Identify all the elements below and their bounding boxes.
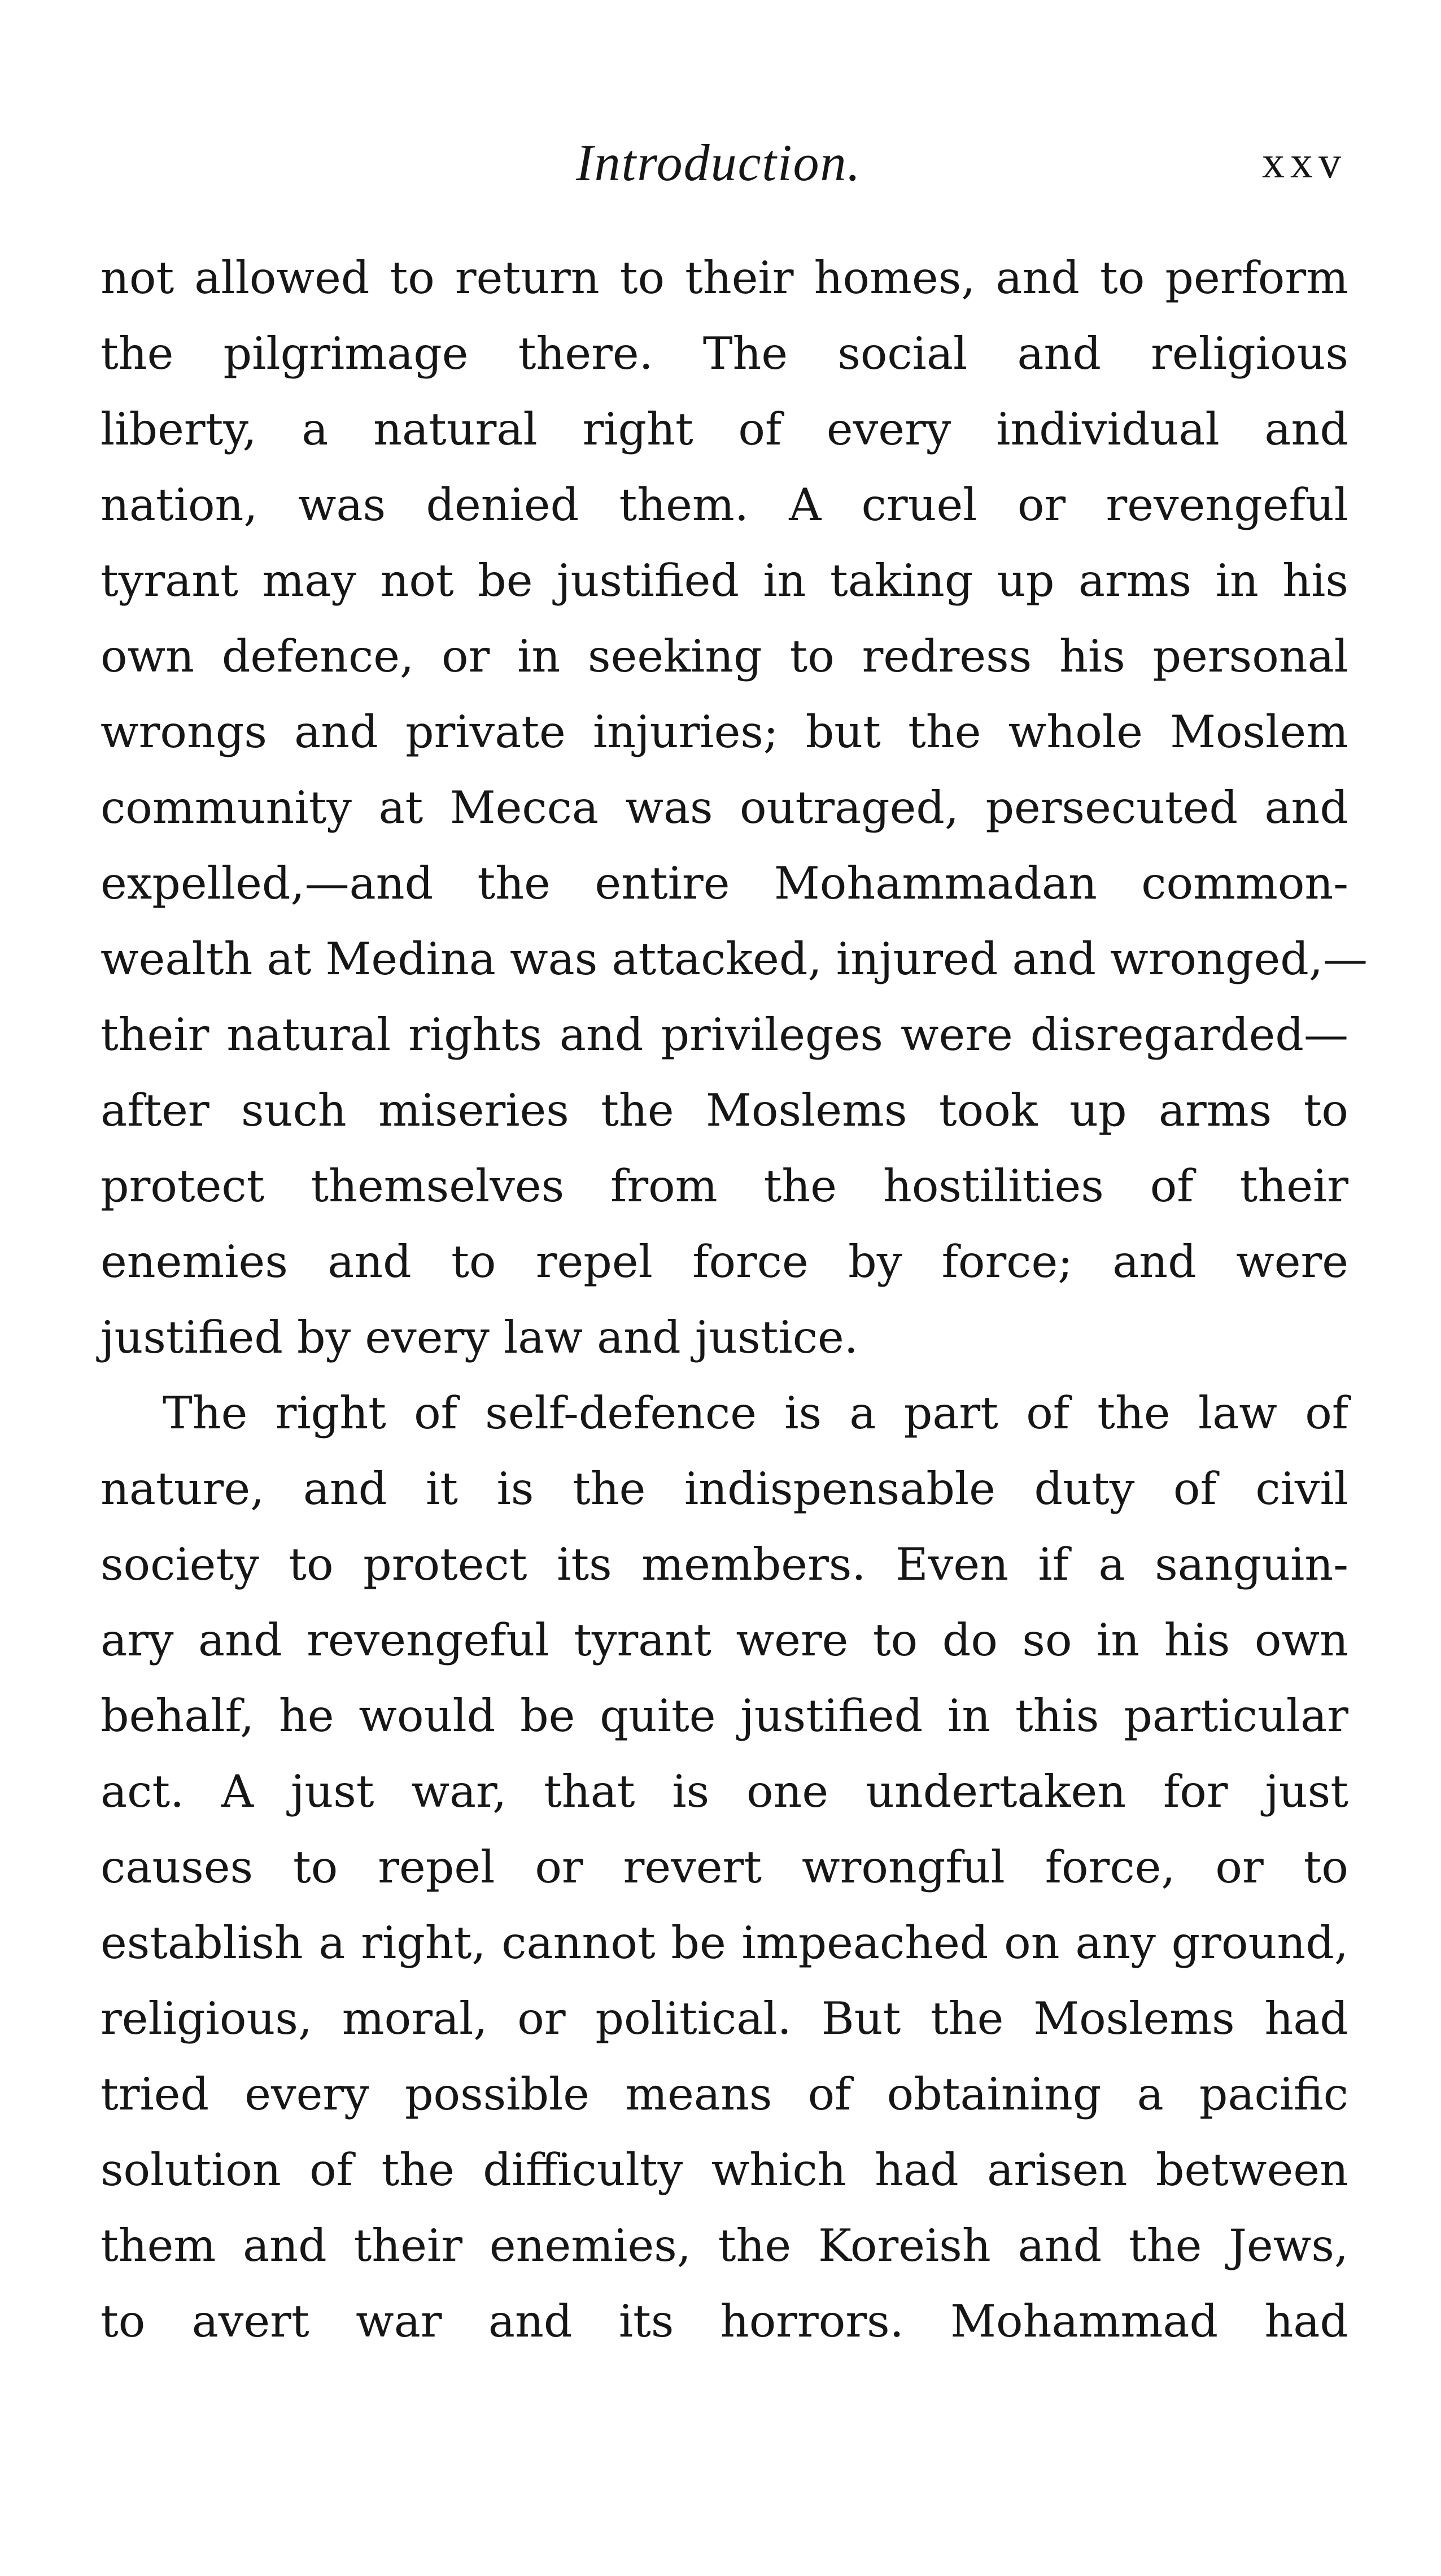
text-line: act. A just war, that is one undertaken for just: [101, 1766, 1348, 1817]
body-text: [101, 240, 1368, 2359]
text-line: wealth at Medina was attacked, injured and wronged,—: [101, 933, 1368, 985]
paragraph-2: [101, 1375, 1348, 2359]
text-line: protect themselves from the hostilities of their: [101, 1160, 1348, 1212]
text-line: society to protect its members. Even if a sanguin-: [101, 1538, 1348, 1590]
text-line: community at Mecca was outraged, persecuted and: [101, 782, 1348, 834]
page-number: xxv: [1262, 138, 1347, 188]
text-line: after such miseries the Moslems took up arms to: [101, 1084, 1348, 1136]
text-line: the pilgrimage there. The social and religious: [101, 328, 1348, 380]
text-line: ary and revengeful tyrant were to do so in his own: [101, 1614, 1348, 1666]
text-line: tried every possible means of obtaining a pacific: [101, 2068, 1348, 2120]
text-line: nation, was denied them. A cruel or revengeful: [101, 479, 1348, 531]
text-line: behalf, he would be quite justified in this particular: [101, 1690, 1348, 1742]
text-line: wrongs and private injuries; but the whole Moslem: [101, 706, 1348, 758]
text-line: their natural rights and privileges were disregarded—: [101, 1009, 1348, 1061]
text-line: them and their enemies, the Koreish and the Jews,: [101, 2220, 1348, 2272]
text-line: enemies and to repel force by force; and were: [101, 1236, 1348, 1288]
text-line: to avert war and its horrors. Mohammad had: [101, 2295, 1348, 2347]
text-line: establish a right, cannot be impeached on any ground,: [101, 1917, 1348, 1969]
text-line: tyrant may not be justified in taking up arms in his: [101, 555, 1348, 607]
text-line: justified by every law and justice.: [101, 1311, 858, 1363]
text-line: not allowed to return to their homes, and to perform: [101, 252, 1348, 304]
paragraph-1: [101, 240, 1368, 1375]
text-line: expelled,—and the entire Mohammadan common-: [101, 857, 1348, 909]
running-title: Introduction.: [576, 134, 862, 191]
text-line: religious, moral, or political. But the Moslems had: [101, 1993, 1348, 2045]
text-line: nature, and it is the indispensable duty of civil: [101, 1463, 1348, 1515]
text-line: own defence, or in seeking to redress his personal: [101, 630, 1348, 682]
text-line: causes to repel or revert wrongful force, or to: [101, 1841, 1348, 1893]
text-line: solution of the difficulty which had arisen between: [101, 2144, 1348, 2196]
text-line: liberty, a natural right of every individual and: [101, 403, 1348, 455]
text-line: The right of self-defence is a part of the law of: [163, 1387, 1348, 1439]
running-head: [102, 129, 1347, 197]
